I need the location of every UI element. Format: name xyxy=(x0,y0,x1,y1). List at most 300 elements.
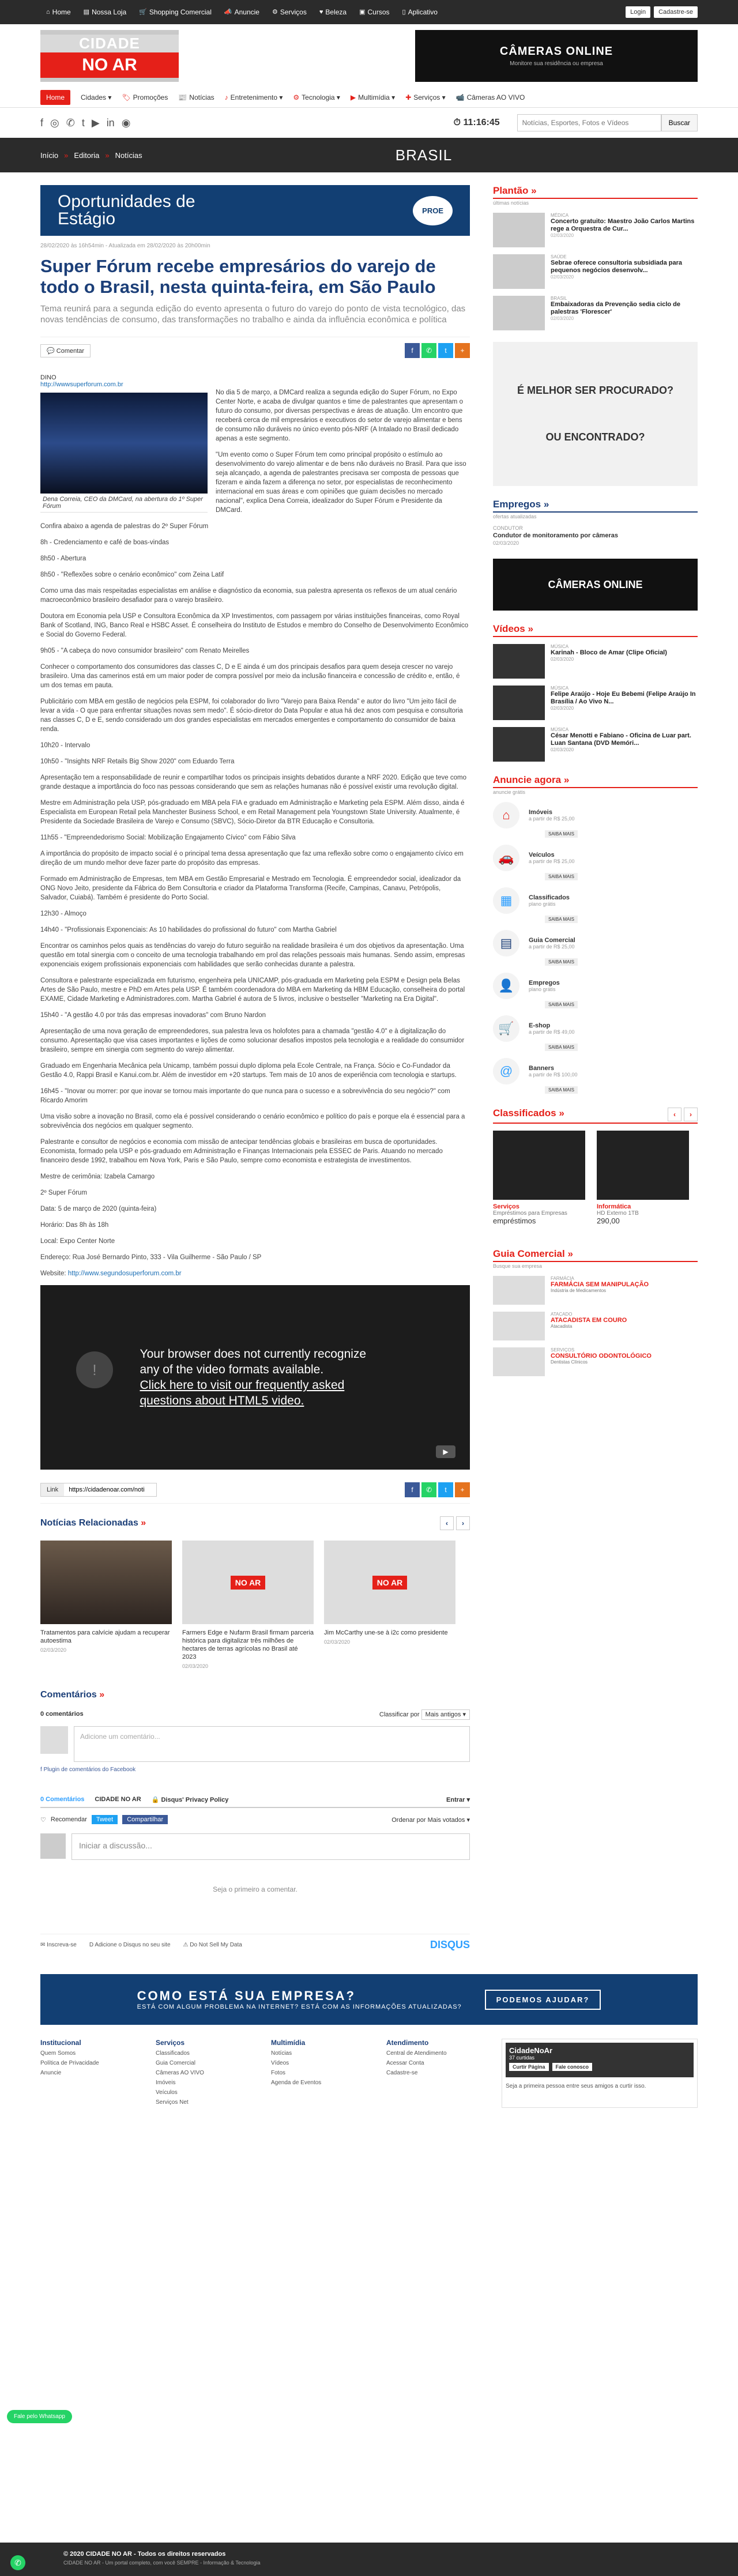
article-paragraph: Uma visão sobre a inovação no Brasil, como ela é possível considerando o cenário econômico e político do país e porque ela é essencial para a sobrevivência dos negócios em qualquer segmento. xyxy=(40,1113,465,1129)
article-body xyxy=(40,388,470,1278)
article-paragraph: 14h40 - "Profissionais Exponenciais: As 10 habilidades do profissional do futuro" com Martha Gabriel xyxy=(40,927,337,933)
main-menu xyxy=(0,88,738,108)
video-message: Your browser does not currently recognize any of the video formats available. xyxy=(140,1347,367,1376)
rss-icon[interactable]: ◉ xyxy=(121,116,131,129)
dnsmd-link[interactable]: ⚠ Do Not Sell My Data xyxy=(183,1942,242,1948)
saiba-mais-button[interactable]: SAIBA MAIS xyxy=(545,873,578,880)
add-disqus-link[interactable]: D Adicione o Disqus no seu site xyxy=(89,1942,171,1948)
classificado-sub: empréstimos xyxy=(493,1217,536,1225)
video-title: Felipe Araújo - Hoje Eu Bebemi (Felipe Araújo In Brasília / Ao Vivo N... xyxy=(551,691,696,705)
footer-link[interactable]: Agenda de Eventos xyxy=(271,2080,322,2086)
disqus-tab-community[interactable]: CIDADE NO AR xyxy=(95,1796,141,1803)
guia-title: CONSULTÓRIO ODONTOLÓGICO xyxy=(551,1353,652,1359)
guia-item[interactable] xyxy=(493,1347,698,1376)
sort-label: Classificar por xyxy=(379,1711,420,1718)
section-title: BRASIL xyxy=(395,146,453,164)
link-input[interactable] xyxy=(64,1483,156,1496)
video-player[interactable] xyxy=(40,1285,470,1470)
anuncie-price: a partir de R$ 100,00 xyxy=(529,1072,578,1078)
article-figure xyxy=(40,393,208,513)
menu-item[interactable] xyxy=(456,93,525,101)
anuncie-price: plano grátis xyxy=(529,986,556,992)
anuncie-icon: @ xyxy=(493,1058,519,1084)
guia-desc: Atacadista xyxy=(551,1324,573,1329)
footer-link[interactable]: Política de Privacidade xyxy=(40,2060,99,2066)
discussion-input[interactable]: Iniciar a discussão... xyxy=(71,1833,470,1860)
whatsapp-icon[interactable]: ✆ xyxy=(10,2555,25,2570)
anuncie-item[interactable] xyxy=(493,930,698,966)
next-arrow-icon[interactable]: › xyxy=(684,1108,698,1121)
article-paragraph: Formado em Administração de Empresas, tem MBA em Gestão Empresarial e Mestrado em Tecnologia. É empreendedor social, idealizador da ONG Novo Jeito, presidente da Fábrica do Bem Consultoria e criador da Plataforma Transforma (Recife, Campinas, Canavu, Petrópolis, Salvador, Cuiabá). Também é presidente do Porto Social. xyxy=(40,876,461,901)
plantao-date: 02/03/2020 xyxy=(551,274,574,280)
related-header: Notícias Relacionadas » ‹ › xyxy=(40,1516,470,1530)
comment-button-label: Comentar xyxy=(56,347,85,355)
video-date: 02/03/2020 xyxy=(551,747,574,752)
anuncie-name: Veículos xyxy=(529,852,555,858)
menu-label: Home xyxy=(46,93,65,101)
article-paragraph: 12h30 - Almoço xyxy=(40,910,86,917)
emprego-date: 02/03/2020 xyxy=(493,540,519,546)
facebook-icon[interactable]: f xyxy=(40,116,44,129)
guia-title: FARMÁCIA SEM MANIPULAÇÃO xyxy=(551,1281,649,1288)
article-paragraph: Horário: Das 8h às 18h xyxy=(40,1222,109,1229)
disqus-login[interactable]: Entrar ▾ xyxy=(446,1797,470,1803)
twitter-icon[interactable]: t xyxy=(81,116,85,129)
article-paragraph: "Um evento como o Super Fórum tem como principal propósito o estímulo ao desenvolvimento do varejo alimentar e de bens não duráveis no Brasil. Para que isso seja alcançado, a agenda de palestrantes precisava ser composta de pessoas que fizeram e ainda fazem a diferença no setor, por especialistas de reconhecimento internacional em suas áreas e com opiniões que guiam decisões no mercado nacional", explica Dena Correia, idealizador do Super Fórum e Presidente da DMCard. xyxy=(216,451,466,514)
emprego-item[interactable]: Condutor de monitoramento por câmeras xyxy=(493,532,618,539)
article-paragraph: Mestre em Administração pela USP, pós-graduado em MBA pela FIA e graduado em Administração e Marketing pela ESPM. Além disso, ainda é Especialista em European Retail pela Manchester Business School, e em Retail Management pela Youngstown State University. Atualmente, é Presidente da Sociedade Brasileira de Varejo e Consumo (SBVC), Sócio-Diretor da BTR Educação e Consultoria. xyxy=(40,800,465,825)
article-paragraph: 8h - Credenciamento e café de boas-vindas xyxy=(40,539,170,546)
footer-column xyxy=(271,2039,375,2108)
photo-caption: Dena Correia, CEO da DMCard, na abertura do 1º Super Fórum xyxy=(40,494,208,513)
fb-contact-button[interactable]: Fale conosco xyxy=(552,2063,593,2071)
article-paragraph: Mestre de cerimônia: Izabela Camargo xyxy=(40,1173,155,1180)
menu-item[interactable] xyxy=(40,90,70,105)
breadcrumb: Início » Editoria » Notícias xyxy=(40,150,142,160)
guia-thumb xyxy=(493,1347,545,1376)
estagio-ad[interactable] xyxy=(40,185,470,236)
classificado-name: Informática xyxy=(597,1203,631,1210)
article-column xyxy=(40,185,470,1951)
proe-badge: PROE xyxy=(413,196,453,225)
plantao-cat: MÉDICA xyxy=(551,213,569,218)
videos-title: Vídeos xyxy=(493,623,525,634)
estagio-ad-line2: Estágio xyxy=(58,209,116,228)
video-faq-link[interactable]: Click here to visit our frequently asked questions about HTML5 video. xyxy=(140,1379,345,1407)
anuncie-icon: 👤 xyxy=(493,973,519,999)
related-title: Jim McCarthy une-se à i2c como presidente xyxy=(324,1629,448,1636)
topnav-item[interactable] xyxy=(402,8,438,16)
anuncie-name: Empregos xyxy=(529,980,560,986)
breadcrumb-bar xyxy=(0,138,738,172)
article-paragraph: 11h55 - "Empreendedorismo Social: Mobilização Engajamento Cívico" com Fábio Silva xyxy=(40,834,296,841)
disqus-tab-comments[interactable]: 0 Comentários xyxy=(40,1796,85,1803)
breadcrumb-editoria[interactable]: Editoria xyxy=(74,150,100,160)
guia-thumb xyxy=(493,1276,545,1305)
article-paragraph: 9h05 - "A cabeça do novo consumidor brasileiro" com Renato Meirelles xyxy=(40,647,250,654)
job-ad-line1: É MELHOR SER PROCURADO? xyxy=(517,385,673,396)
guia-title: ATACADISTA EM COURO xyxy=(551,1317,627,1324)
breadcrumb-noticias[interactable]: Notícias xyxy=(115,150,142,160)
add-disqus-text: Adicione o Disqus no seu site xyxy=(95,1942,171,1948)
classificado-price: 290,00 xyxy=(597,1217,620,1225)
article-paragraph: Doutora em Economia pela USP e Consultora Econômica da XP Investimentos, com passagem por várias instituições financeiras, como Royal Bank of Scotland, ING, Banco Real e HSBC Asset. É conselheira do Instituto de Estudos e membro do Conselho de Desenvolvimento Econômico e Social do Governo Federal. xyxy=(40,613,469,638)
disqus-privacy[interactable] xyxy=(152,1796,229,1803)
classificados-title: Classificados xyxy=(493,1108,556,1118)
prev-arrow-icon[interactable]: ‹ xyxy=(668,1108,681,1121)
login-button[interactable]: Login xyxy=(626,6,650,18)
menu-label: Multimídia ▾ xyxy=(358,93,396,101)
related-item[interactable] xyxy=(40,1541,172,1669)
estagio-ad-line1: Oportunidades de xyxy=(58,192,195,211)
topnav-item[interactable] xyxy=(224,8,259,16)
facebook-page-box xyxy=(502,2039,698,2108)
fb-page-name[interactable]: CidadeNoAr xyxy=(509,2046,553,2055)
menu-label: Cidades ▾ xyxy=(81,93,112,101)
register-button[interactable]: Cadastre-se xyxy=(654,6,698,18)
emprego-cat: CONDUTOR xyxy=(493,525,523,531)
share-twitter-icon[interactable]: t xyxy=(438,1482,453,1497)
share-twitter-icon[interactable]: t xyxy=(438,343,453,358)
sort-select[interactable]: Mais antigos ▾ xyxy=(421,1709,470,1720)
menu-label: Câmeras AO VIVO xyxy=(466,93,525,101)
related-date: 02/03/2020 xyxy=(324,1639,351,1645)
footer-link[interactable]: Acessar Conta xyxy=(386,2060,424,2066)
linkedin-icon[interactable]: in xyxy=(106,116,115,129)
plantao-sub: últimas notícias xyxy=(493,200,529,206)
youtube-icon[interactable]: ▶ xyxy=(91,116,100,129)
header-ad-text: Monitore sua residência ou empresa xyxy=(510,61,603,67)
website-line xyxy=(40,1269,470,1278)
copyright-sub: CIDADE NO AR - Um portal completo, com você SEMPRE - Informação & Tecnologia xyxy=(63,2560,261,2566)
menu-icon: 📹 xyxy=(455,93,465,101)
classificado-item[interactable] xyxy=(597,1131,689,1225)
comments-title: Comentários xyxy=(40,1690,97,1700)
empregos-title: Empregos xyxy=(493,499,541,510)
wrench-icon: ⚙ xyxy=(272,9,278,16)
heart-icon: ♥ xyxy=(319,9,323,16)
order-select[interactable]: Ordenar por Mais votados ▾ xyxy=(391,1816,470,1824)
job-ad[interactable] xyxy=(493,342,698,486)
anuncie-item[interactable] xyxy=(493,1058,698,1094)
topnav-label: Beleza xyxy=(325,8,347,16)
related-item[interactable] xyxy=(324,1541,455,1669)
youtube-icon[interactable]: ▶ xyxy=(436,1445,455,1458)
topnav-item[interactable] xyxy=(359,8,389,16)
social-row xyxy=(0,108,738,138)
article-paragraph: 8h50 - Abertura xyxy=(40,555,86,562)
article-paragraph: Palestrante e consultor de negócios e economia com missão de antecipar tendências globais e brasileiras em busca de oportunidades. Economista, formado pela USP e pós-graduado em Administração e Finanças Internacionais pela ESSEC de Paris. Atuando no mercado financeiro desde 1992, trabalhou em Nova York, Paris e São Paulo, sempre como economista e estrategista de investimentos. xyxy=(40,1139,443,1164)
author-link[interactable]: http://wwwsuperforum.com.br xyxy=(40,381,123,388)
share-button[interactable]: Compartilhar xyxy=(122,1815,168,1824)
anuncie-item[interactable] xyxy=(493,973,698,1008)
menu-label: Entretenimento ▾ xyxy=(230,93,283,101)
menu-icon: ▶ xyxy=(350,93,356,101)
plantao-item[interactable] xyxy=(493,213,698,247)
video-title: Karinah - Bloco de Amar (Clipe Oficial) xyxy=(551,649,667,656)
topnav-label: Aplicativo xyxy=(408,8,438,16)
tweet-button[interactable]: Tweet xyxy=(92,1815,118,1824)
menu-item[interactable] xyxy=(225,93,283,101)
guia-cat: ATACADO xyxy=(551,1312,573,1317)
saiba-mais-button[interactable]: SAIBA MAIS xyxy=(545,916,578,923)
fb-like-button[interactable]: Curtir Página xyxy=(509,2063,549,2071)
plantao-thumb xyxy=(493,296,545,330)
footer-link[interactable]: Classificados xyxy=(156,2050,190,2057)
whatsapp-icon[interactable]: ✆ xyxy=(66,116,75,129)
noar-logo: NO AR xyxy=(231,1576,266,1590)
cameras-ad[interactable] xyxy=(493,559,698,611)
plantao-item-title: Embaixadoras da Prevenção sedia ciclo de palestras 'Florescer' xyxy=(551,301,680,315)
related-title: Notícias Relacionadas xyxy=(40,1518,138,1528)
dnsmd-text: Do Not Sell My Data xyxy=(190,1942,242,1948)
footer-link[interactable]: Notícias xyxy=(271,2050,292,2057)
saiba-mais-button[interactable]: SAIBA MAIS xyxy=(545,1001,578,1008)
classificado-item[interactable] xyxy=(493,1131,585,1225)
footer-link[interactable]: Fotos xyxy=(271,2070,286,2076)
video-item[interactable] xyxy=(493,686,698,720)
menu-item[interactable] xyxy=(122,93,168,101)
anuncie-item[interactable] xyxy=(493,887,698,923)
article-paragraph: Graduado em Engenharia Mecânica pela Unicamp, também possui duplo diploma pela Ecole Centrale, na França. Sócio e Co-Fundador da Gestão 4.0, Rappi Brasil e Kanui.com.br. Além de investidor em +20 startups. Tem mais de 10 anos de experiência com tecnologia e startups. xyxy=(40,1063,457,1079)
comment-input[interactable]: Adicione um comentário... xyxy=(74,1726,470,1762)
menu-item[interactable] xyxy=(351,93,395,101)
article-paragraph: Endereço: Rua José Bernardo Pinto, 333 - Vila Guilherme - São Paulo / SP xyxy=(40,1254,262,1261)
article-paragraph: Apresentação de uma nova geração de empreendedores, sua palestra leva os holofotes para a chamada "gestão 4.0" e à digitalização do consumo. Apresentação que visa cases importantes e lições de como solucionar desafios impostos pela tecnologia e a realidade do consumidor brasileiro, sempre em sinergia com segmento do varejo alimentar. xyxy=(40,1028,465,1053)
anuncie-name: Classificados xyxy=(529,894,570,901)
menu-icon: 📰 xyxy=(178,93,187,101)
cameras-ad-title: CÂMERAS ONLINE xyxy=(548,578,643,590)
topnav-item[interactable] xyxy=(272,8,307,16)
anuncie-title: Anuncie agora xyxy=(493,774,562,785)
saiba-mais-button[interactable]: SAIBA MAIS xyxy=(545,1086,578,1094)
website-link[interactable]: http://www.segundosuperforum.com.br xyxy=(67,1270,182,1277)
author-name: DINO xyxy=(40,374,57,381)
video-date: 02/03/2020 xyxy=(551,657,574,662)
video-thumb xyxy=(493,686,545,720)
article-paragraph: Apresentação tem a responsabilidade de reunir e compartilhar todos os principais insights debatidos durante a NRF 2020. Edição que teve como grande destaque a importância do foco nas pessoas considerando que sem as relações humanas não é possível existir uma revolução digital. xyxy=(40,774,466,790)
link-box xyxy=(40,1483,157,1497)
menu-label: Tecnologia ▾ xyxy=(302,93,340,101)
logo-line1: CIDADE xyxy=(40,35,179,52)
sidebar: Plantão » últimas notícias MÉDICA Concerto gratuito: Maestro João Carlos Martins rege a Orquestra de Cur... 02/03/2020 SAÚDE Sebrae oferece consultoria subsidiada para pequenos negócios desenvolv... 02/03/2020 BRASIL Embaixadoras da Prevenção sedia ciclo de palestras 'Florescer' 02/03/2020 É MELHOR SER PROCURADO? OU ENCONTRADO? Empregos » ofertas atualizadas CONDUTOR Condutor de monitoramento por câmeras 02/03/2020 CÂMERAS ONLINE Vídeos » MÚSICA Karinah - Bloco de Amar (Clipe Oficial) 02/03/2020 MÚSICA Felipe Araújo - Hoje Eu Bebemi (Felipe Araújo In Brasília / Ao Vivo N... 02/03/2020 MÚSICA César Menotti e Fabiano - Oficina de Luar part. Luan Santana (DVD Memóri... 02/03/2020 Anuncie agora » anuncie grátis ⌂ Imóveis a partir de R$ 25,00 SAIBA MAIS 🚗 Veículos a partir de R$ 25,00 SAIBA MAIS ▦ Classificados plano grátis SAIBA MAIS ▤ Guia Comercial a partir de R$ 25,00 SAIBA MAIS 👤 Empregos plano grátis SAIBA MAIS 🛒 E-shop a partir de R$ 49,00 SAIBA MAIS @ Banners a partir de R$ 100,00 SAIBA MAIS Classificados » ‹ › Serviços Empréstimos para Empresas empréstimos Informática HD Externo 1TB 290,00 Guia Comercial » Busque sua empresa FARMÁCIA FARMÁCIA SEM MANIPULAÇÃO Indústria de Medicamentos ATACADO ATACADISTA EM COURO Atacadista SERVIÇOS CONSULTÓRIO ODONTOLÓGICO Dentistas Clínicos xyxy=(493,185,698,1951)
site-logo[interactable] xyxy=(40,30,179,82)
share-whatsapp-icon[interactable]: ✆ xyxy=(421,343,436,358)
article-photo[interactable] xyxy=(40,393,208,494)
next-arrow-icon[interactable]: › xyxy=(456,1516,470,1530)
guia-item[interactable] xyxy=(493,1276,698,1305)
footer-link[interactable]: Veículos xyxy=(156,2089,178,2096)
menu-item[interactable] xyxy=(81,93,111,101)
topnav-label: Serviços xyxy=(280,8,307,16)
anuncie-icon: 🚗 xyxy=(493,845,519,871)
article-paragraph: A importância do propósito de impacto social é o principal tema dessa apresentação que faz uma reflexão sobre como o engajamento cívico em direção de um mundo melhor deve fazer parte do propósito das empresas. xyxy=(40,850,464,867)
video-thumb xyxy=(493,727,545,762)
footer-banner[interactable] xyxy=(40,1974,698,2025)
footer-link[interactable]: Câmeras AO VIVO xyxy=(156,2070,204,2076)
share-more-icon[interactable]: + xyxy=(455,1482,470,1497)
related-date: 02/03/2020 xyxy=(40,1647,67,1653)
footer-banner-title: COMO ESTÁ SUA EMPRESA? xyxy=(137,1989,356,2003)
video-title: César Menotti e Fabiano - Oficina de Luar part. Luan Santana (DVD Memóri... xyxy=(551,732,691,747)
article-paragraph: 10h20 - Intervalo xyxy=(40,742,91,749)
footer-link[interactable]: Cadastre-se xyxy=(386,2070,418,2076)
facebook-icon: f xyxy=(40,1767,42,1773)
article-paragraph: Confira abaixo a agenda de palestras do 2º Super Fórum xyxy=(40,523,209,530)
footer-link[interactable]: Central de Atendimento xyxy=(386,2050,447,2057)
breadcrumb-home[interactable]: Início xyxy=(40,150,59,160)
clock: ⏱ 11:16:45 xyxy=(453,118,500,127)
search-form xyxy=(517,114,698,131)
share-whatsapp-icon[interactable]: ✆ xyxy=(421,1482,436,1497)
article-paragraph: Consultora e palestrante especializada em futurismo, engenheira pela UNICAMP, pós-graduada em Marketing pela ESPM e Design pela Belas Artes de São Paulo, mestre e PhD em Artes pela USP. É também coordenadora do MBA em Marketing da HBM Educação, conselheira do portal EXAME, Cidade Marketing e Administradores.com. Martha Gabriel é autora de 5 livros, inclusive o bestseller "Marketing na Era Digital". xyxy=(40,977,465,1003)
share-more-icon[interactable]: + xyxy=(455,343,470,358)
anuncie-item[interactable] xyxy=(493,802,698,838)
footer-column xyxy=(156,2039,259,2108)
video-cat: MÚSICA xyxy=(551,727,569,732)
plantao-item[interactable] xyxy=(493,254,698,289)
related-title: Farmers Edge e Nufarm Brasil firmam parceria histórica para digitalizar três milhões de hectares de terras agrícolas no Brasil até 2023 xyxy=(182,1629,314,1660)
footer-column xyxy=(386,2039,490,2108)
saiba-mais-button[interactable]: SAIBA MAIS xyxy=(545,1044,578,1051)
anuncie-icon: ▦ xyxy=(493,887,519,914)
anuncie-name: Banners xyxy=(529,1065,555,1072)
topnav-item[interactable] xyxy=(139,8,212,16)
guia-sub: Busque sua empresa xyxy=(493,1263,543,1269)
cart-icon: 🛒 xyxy=(139,9,147,16)
article-paragraph: Encontrar os caminhos pelos quais as tendências do varejo do futuro seguirão na realidade brasileira é um dos objetivos da apresentação. Uma questão em total sinergia com o conceito de uma tecnologia trabalhando em prol das relações pessoais mais humanas. Sendo assim, empresas exponenciais exigem profissionais exponenciais com habilidades que serão conhecidas durante a palestra. xyxy=(40,943,465,968)
topnav-label: Cursos xyxy=(367,8,390,16)
menu-icon: ⚙ xyxy=(293,93,300,101)
share-facebook-icon[interactable]: f xyxy=(405,343,420,358)
footer-column-title: Serviços xyxy=(156,2039,185,2047)
guia-item[interactable] xyxy=(493,1312,698,1340)
footer-banner-text: ESTÁ COM ALGUM PROBLEMA NA INTERNET? ESTÁ COM AS INFORMAÇÕES ATUALIZADAS? xyxy=(137,2003,462,2010)
saiba-mais-button[interactable]: SAIBA MAIS xyxy=(545,830,578,838)
footer-column xyxy=(40,2039,144,2108)
topnav-label: Shopping Comercial xyxy=(149,8,212,16)
search-input[interactable] xyxy=(517,114,661,131)
related-thumb xyxy=(40,1541,172,1624)
article-author xyxy=(40,374,470,388)
mobile-icon: ▯ xyxy=(402,9,406,16)
menu-item[interactable] xyxy=(405,93,445,101)
empregos-sub: ofertas atualizadas xyxy=(493,514,537,519)
lock-icon: 🔒 xyxy=(151,1797,160,1803)
menu-item[interactable] xyxy=(293,93,340,101)
related-thumb xyxy=(324,1541,455,1624)
anuncie-sub: anuncie grátis xyxy=(493,789,526,795)
topnav-label: Anuncie xyxy=(234,8,259,16)
topnav-label: Home xyxy=(52,8,71,16)
classificado-thumb xyxy=(597,1131,689,1200)
fb-plugin-text: Plugin de comentários do Facebook xyxy=(43,1767,136,1773)
menu-icon: ♪ xyxy=(224,93,228,101)
anuncie-item[interactable] xyxy=(493,1015,698,1051)
footer-link[interactable]: Vídeos xyxy=(271,2060,289,2066)
related-item[interactable] xyxy=(182,1541,314,1669)
instagram-icon[interactable]: ◎ xyxy=(50,116,59,129)
comment-button[interactable]: 💬 Comentar xyxy=(40,344,91,357)
plantao-item[interactable] xyxy=(493,296,698,330)
topnav-item[interactable] xyxy=(84,8,126,16)
plantao-title: Plantão xyxy=(493,185,529,196)
disqus-privacy-text: Disqus' Privacy Policy xyxy=(161,1797,229,1803)
disqus-comments xyxy=(40,1796,470,1951)
anuncie-name: E-shop xyxy=(529,1022,551,1029)
plantao-cat: SAÚDE xyxy=(551,254,567,259)
article-paragraph: Conhecer o comportamento dos consumidores das classes C, D e E ainda é um dos principais desafios para quem deseja crescer no varejo brasileiro. Uma das camerinos está em um maior poder de compra possível por meio da inclusão financeira e concessão de crédito e, então, é um dos temas em pauta. xyxy=(40,664,460,689)
whatsapp-chat-button[interactable]: Fale pelo Whatsapp xyxy=(7,2410,72,2423)
topnav-item[interactable] xyxy=(46,8,71,16)
top-nav xyxy=(46,8,438,16)
footer-link[interactable]: Anuncie xyxy=(40,2070,62,2076)
copyright-bar xyxy=(0,2543,738,2576)
header-ad-banner[interactable] xyxy=(415,30,698,82)
footer-link[interactable]: Quem Somos xyxy=(40,2050,76,2057)
menu-item[interactable] xyxy=(178,93,214,101)
footer xyxy=(40,2039,698,2108)
related-list xyxy=(40,1541,470,1669)
anuncie-icon: 🛒 xyxy=(493,1015,519,1042)
anuncie-price: a partir de R$ 25,00 xyxy=(529,816,575,822)
article-paragraph: No dia 5 de março, a DMCard realiza a segunda edição do Super Fórum, no Expo Center Norte, e acaba de divulgar quantos e time de palestrantes que apresentam o futuro do consumo, por diversas perspectivas e áreas de atuação. Um encontro que receberá cerca de mil empresários e executivos do setor de varejo alimentar e bens de consumo não duráveis no único evento pós-NRF (A Intalado no Brasil dedicado apenas a este segmento. xyxy=(216,389,463,442)
video-cat: MÚSICA xyxy=(551,644,569,649)
footer-column-title: Institucional xyxy=(40,2039,81,2047)
subscribe-link[interactable]: ✉ Inscreva-se xyxy=(40,1942,77,1948)
guia-title: Guia Comercial xyxy=(493,1248,565,1259)
guia-thumb xyxy=(493,1312,545,1340)
menu-icon: ✚ xyxy=(405,93,412,101)
footer-link[interactable]: Imóveis xyxy=(156,2080,176,2086)
anuncie-price: a partir de R$ 25,00 xyxy=(529,858,575,864)
copyright-text: © 2020 CIDADE NO AR - Todos os direitos reservados xyxy=(63,2551,226,2558)
video-item[interactable] xyxy=(493,644,698,679)
article-paragraph: Local: Expo Center Norte xyxy=(40,1238,115,1245)
recommend-button[interactable]: Recomendar xyxy=(50,1816,87,1823)
menu-label: Serviços ▾ xyxy=(413,93,446,101)
plantao-item-title: Sebrae oferece consultoria subsidiada para pequenos negócios desenvolv... xyxy=(551,259,683,274)
footer-link[interactable]: Guia Comercial xyxy=(156,2060,195,2066)
facebook-comments: Comentários » 0 comentários Classificar por Mais antigos ▾ Adicione um comentário... f Plugin de comentários do Facebook xyxy=(40,1690,470,1773)
prev-arrow-icon[interactable]: ‹ xyxy=(440,1516,454,1530)
article-paragraph: Data: 5 de março de 2020 (quinta-feira) xyxy=(40,1206,157,1212)
article-paragraph: 10h50 - "Insights NRF Retails Big Show 2020" com Eduardo Terra xyxy=(40,758,235,765)
share-facebook-icon[interactable]: f xyxy=(405,1482,420,1497)
plantao-cat: BRASIL xyxy=(551,296,567,301)
link-label: Link xyxy=(41,1483,64,1496)
plantao-date: 02/03/2020 xyxy=(551,316,574,321)
related-title: Tratamentos para calvície ajudam a recuperar autoestima xyxy=(40,1629,170,1644)
topnav-item[interactable] xyxy=(319,8,347,16)
search-button[interactable]: Buscar xyxy=(661,114,698,131)
saiba-mais-button[interactable]: SAIBA MAIS xyxy=(545,958,578,966)
clock-time: 11:16:45 xyxy=(463,118,500,127)
anuncie-icon: ⌂ xyxy=(493,802,519,828)
newspaper-icon: ▤ xyxy=(83,9,90,16)
anuncie-icon: ▤ xyxy=(493,930,519,956)
video-item[interactable] xyxy=(493,727,698,762)
video-thumb xyxy=(493,644,545,679)
classificado-thumb xyxy=(493,1131,585,1200)
avatar xyxy=(40,1726,68,1754)
footer-link[interactable]: Serviços Net xyxy=(156,2099,189,2106)
anuncie-item[interactable] xyxy=(493,845,698,880)
noar-logo: NO AR xyxy=(372,1576,408,1590)
anuncie-price: a partir de R$ 25,00 xyxy=(529,944,575,950)
disqus-logo[interactable]: DISQUS xyxy=(430,1939,470,1950)
video-cat: MÚSICA xyxy=(551,686,569,691)
